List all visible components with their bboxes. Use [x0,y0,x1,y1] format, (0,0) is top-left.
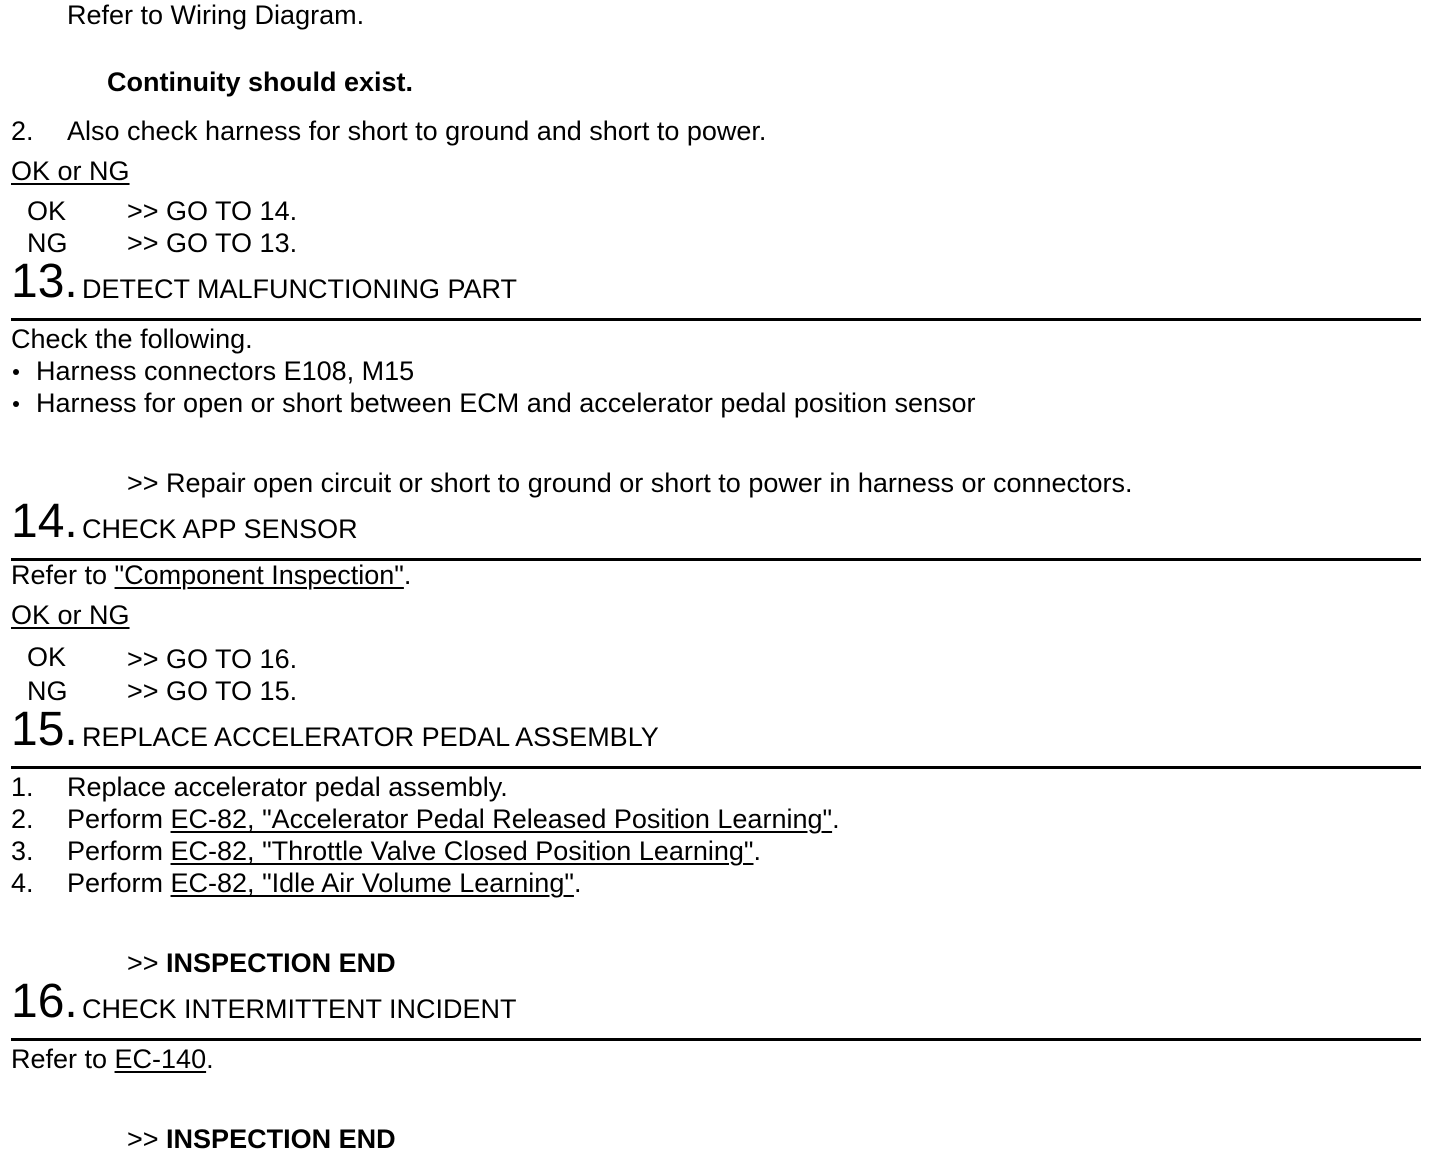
continuity-note: Continuity should exist. [107,67,414,97]
end-arrow: >> [127,948,167,978]
item-suffix: . [832,804,840,834]
step-14-number: 14. [11,495,78,548]
step-15-number: 15. [11,703,78,756]
ok-label: OK [27,196,67,226]
bullet-item: Harness for open or short between ECM and accelerator pedal position sensor [36,388,976,418]
end-text: INSPECTION END [166,1124,396,1154]
item-suffix: . [573,868,582,898]
ok-label: OK [27,642,67,672]
ng-label: NG [27,228,68,258]
end-arrow: >> [127,1124,167,1154]
perform-prefix: Perform [67,836,171,866]
component-inspection-link[interactable]: "Component Inspection" [114,560,404,590]
bullet-item: Harness connectors E108, M15 [36,356,415,386]
perform-prefix: Perform [67,868,171,898]
bullet-dot [13,369,19,375]
step-item-text [67,838,761,865]
throttle-valve-learning-link[interactable]: EC-82, "Throttle Valve Closed Position Learning" [170,836,754,866]
check-following-text: Check the following. [11,324,253,354]
step-item-number: 1. [11,772,34,802]
step-item-text [67,870,581,897]
step-13-title: DETECT MALFUNCTIONING PART [82,274,518,304]
end-text: INSPECTION END [166,948,396,978]
step-15-divider [11,766,1421,769]
repair-action: >> Repair open circuit or short to ground or short to power in harness or connectors. [127,468,1133,498]
inspection-end [127,1126,396,1153]
refer-prefix: Refer to [11,1044,115,1074]
refer-suffix: . [403,560,412,590]
refer-suffix: . [206,1044,214,1074]
ng-label: NG [27,676,68,706]
perform-prefix: Perform [67,804,171,834]
item-suffix: . [753,836,762,866]
step-13-divider [11,318,1421,321]
refer-prefix: Refer to [11,560,115,590]
step-16-title: CHECK INTERMITTENT INCIDENT [82,994,517,1024]
step-14-title: CHECK APP SENSOR [82,514,358,544]
ok-action: >> GO TO 14. [127,196,298,226]
idle-air-volume-learning-link[interactable]: EC-82, "Idle Air Volume Learning" [170,868,574,898]
step-15-title: REPLACE ACCELERATOR PEDAL ASSEMBLY [82,722,659,752]
step-13-number: 13. [11,255,78,308]
ok-action: >> GO TO 16. [127,644,298,674]
inspection-end [127,950,396,977]
step-item-number: 3. [11,836,34,866]
ec-140-link[interactable]: EC-140 [114,1044,207,1074]
step-item-text: Replace accelerator pedal assembly. [67,772,508,802]
ok-or-ng-heading: OK or NG [11,600,130,630]
step-item-text [67,806,840,833]
refer-component-inspection [11,562,411,589]
bullet-dot [13,401,19,407]
step-16-divider [11,1038,1421,1041]
ng-action: >> GO TO 15. [127,676,298,706]
step-item-text: Also check harness for short to ground and short to power. [67,116,767,146]
step-item-number: 2. [11,804,34,834]
step-item-number: 4. [11,868,34,898]
accelerator-pedal-learning-link[interactable]: EC-82, "Accelerator Pedal Released Position Learning" [170,804,833,834]
step-16-number: 16. [11,975,78,1028]
ok-or-ng-heading: OK or NG [11,156,130,186]
refer-wiring-diagram: Refer to Wiring Diagram. [67,0,365,30]
ng-action: >> GO TO 13. [127,228,298,258]
step-item-number: 2. [11,116,34,146]
refer-ec140 [11,1046,214,1073]
